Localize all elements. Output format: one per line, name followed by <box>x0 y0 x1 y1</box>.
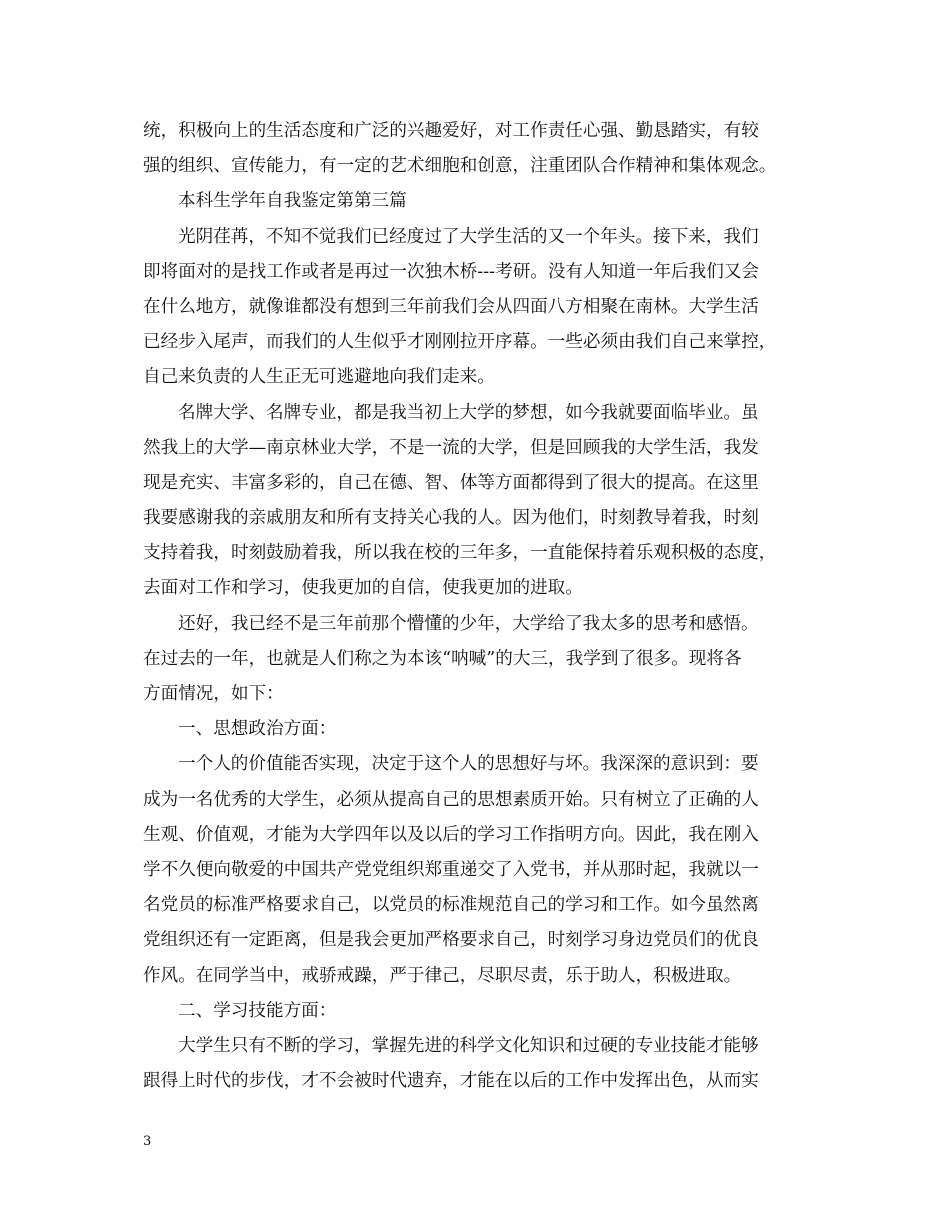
text-line: 一个人的价值能否实现，决定于这个人的思想好与坏。我深深的意识到：要 <box>178 754 759 775</box>
text-line: 强的组织、宣传能力，有一定的艺术细胞和创意，注重团队合作精神和集体观念。 <box>143 156 777 177</box>
text-line: 方面情况，如下： <box>143 684 284 704</box>
text-line: 自己来负责的人生正无可逃避地向我们走来。 <box>143 367 495 388</box>
text-line: 大学生只有不断的学习，掌握先进的科学文化知识和过硬的专业技能才能够 <box>178 1035 759 1056</box>
text-line: 在什么地方，就像谁都没有想到三年前我们会从四面八方相聚在南林。大学生活 <box>143 296 759 317</box>
text-line: 即将面对的是找工作或者是再过一次独木桥---考研。没有人知道一年后我们又会 <box>143 261 760 282</box>
text-line: 学不久便向敬爱的中国共产党党组织郑重递交了入党书，并从那时起，我就以一 <box>143 859 759 880</box>
text-line: 成为一名优秀的大学生，必须从提高自己的思想素质开始。只有树立了正确的人 <box>143 789 759 810</box>
text-line: 党组织还有一定距离，但是我会更加严格要求自己，时刻学习身边党员们的优良 <box>143 930 759 951</box>
text-line: 光阴荏苒，不知不觉我们已经度过了大学生活的又一个年头。接下来，我们 <box>178 226 759 247</box>
text-line: 现是充实、丰富多彩的，自己在德、智、体等方面都得到了很大的提高。在这里 <box>143 472 759 493</box>
text-line: 已经步入尾声，而我们的人生似乎才刚刚拉开序幕。一些必须由我们自己来掌控， <box>143 332 777 353</box>
body-text <box>143 114 823 1099</box>
text-line: 本科生学年自我鉴定第第三篇 <box>178 191 407 212</box>
text-line: 我要感谢我的亲戚朋友和所有支持关心我的人。因为他们，时刻教导着我，时刻 <box>143 508 759 529</box>
text-line: 还好，我已经不是三年前那个懵懂的少年，大学给了我太多的思考和感悟。 <box>178 613 759 634</box>
page-number: 3 <box>143 1134 152 1149</box>
text-line: 一、思想政治方面： <box>178 719 337 740</box>
text-line: 名牌大学、名牌专业，都是我当初上大学的梦想，如今我就要面临毕业。虽 <box>178 402 759 423</box>
text-line: 支持着我，时刻鼓励着我，所以我在校的三年多，一直能保持着乐观积极的态度， <box>143 543 777 564</box>
text-line: 二、学习技能方面： <box>178 1000 337 1021</box>
text-line: 跟得上时代的步伐，才不会被时代遗弃，才能在以后的工作中发挥出色，从而实 <box>143 1071 759 1092</box>
text-line: 生观、价值观，才能为大学四年以及以后的学习工作指明方向。因此，我在刚入 <box>143 824 759 845</box>
text-line: 在过去的一年，也就是人们称之为本该“呐喊”的大三，我学到了很多。现将各 <box>143 648 742 669</box>
text-line: 去面对工作和学习，使我更加的自信，使我更加的进取。 <box>143 578 583 599</box>
text-line: 名党员的标准严格要求自己，以党员的标准规范自己的学习和工作。如今虽然离 <box>143 895 759 916</box>
text-line: 然我上的大学—南京林业大学，不是一流的大学，但是回顾我的大学生活，我发 <box>143 437 759 458</box>
text-line: 统，积极向上的生活态度和广泛的兴趣爱好，对工作责任心强、勤恳踏实，有较 <box>143 121 759 141</box>
text-line: 作风。在同学当中，戒骄戒躁，严于律己，尽职尽责，乐于助人，积极进取。 <box>143 965 742 986</box>
